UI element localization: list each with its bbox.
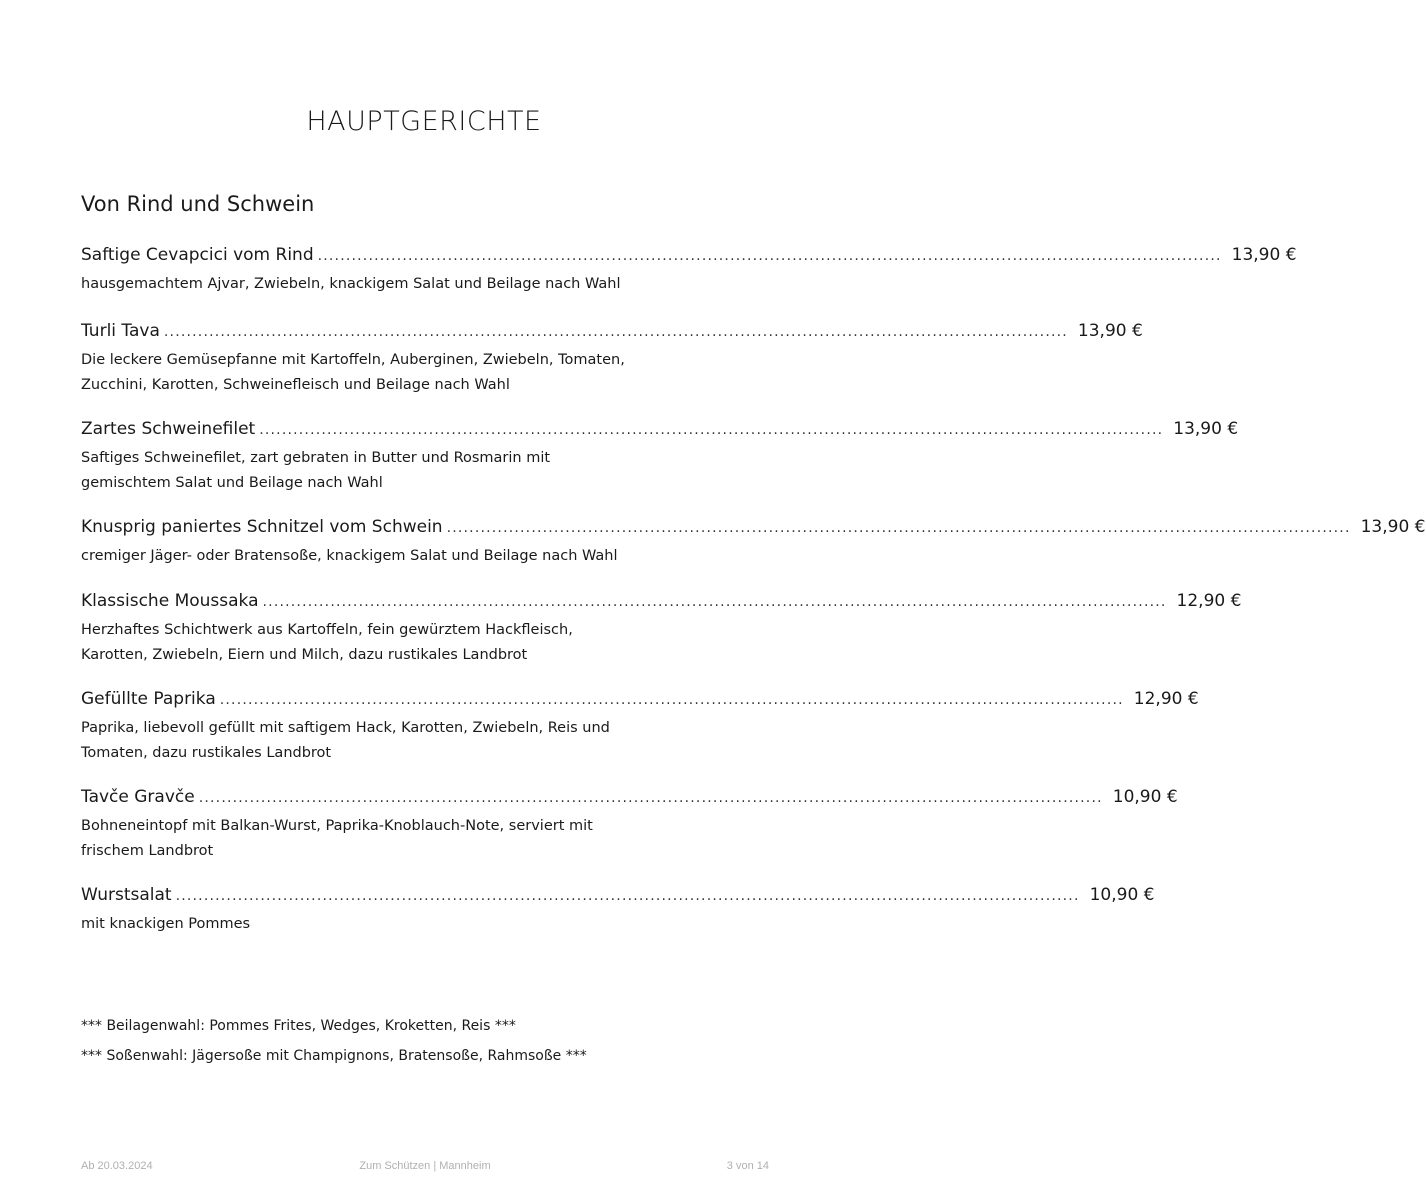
menu-item <box>81 419 1239 496</box>
menu-item-price: 10,90 € <box>1089 885 1155 905</box>
menu-item-name: Knusprig paniertes Schnitzel vom Schwein <box>81 517 443 537</box>
footer-page-number: 3 von 14 <box>726 1160 769 1172</box>
notes <box>81 1011 761 1071</box>
leader-dots: ................................................................................................................................................................ <box>198 790 1103 806</box>
menu-item-name: Wurstsalat <box>81 885 172 905</box>
leader-dots: ................................................................................................................................................................ <box>317 248 1222 264</box>
leader-dots: ................................................................................................................................................................ <box>219 692 1124 708</box>
menu-item-price: 13,90 € <box>1360 517 1426 537</box>
leader-dots: ................................................................................................................................................................ <box>446 520 1351 536</box>
menu-item-price: 13,90 € <box>1077 321 1143 341</box>
menu-item-price: 10,90 € <box>1112 787 1178 807</box>
footer-restaurant: Zum Schützen | Mannheim <box>359 1160 491 1172</box>
menu-item-description: Saftiges Schweinefilet, zart gebraten in Butter und Rosmarin mit gemischtem Salat und Beilage nach Wahl <box>81 450 551 491</box>
menu-item-description: Die leckere Gemüsepfanne mit Kartoffeln, Auberginen, Zwiebeln, Tomaten, Zucchini, Karotten, Schweinefleisch und Beilage nach Wahl <box>81 352 625 393</box>
leader-dots: ................................................................................................................................................................ <box>259 422 1164 438</box>
menu-item-description: hausgemachtem Ajvar, Zwiebeln, knackigem Salat und Beilage nach Wahl <box>81 276 621 292</box>
menu-item-name: Tavče Gravče <box>81 787 195 807</box>
menu-item-name: Saftige Cevapcici vom Rind <box>81 245 314 265</box>
menu-item-description: Paprika, liebevoll gefüllt mit saftigem Hack, Karotten, Zwiebeln, Reis und Tomaten, dazu rustikales Landbrot <box>81 720 610 761</box>
menu-item-description: mit knackigen Pommes <box>81 916 251 932</box>
menu-item-name: Gefüllte Paprika <box>81 689 216 709</box>
menu-item <box>81 321 1143 398</box>
menu-item-header <box>81 885 1155 911</box>
menu-item <box>81 885 1155 937</box>
sides-note: *** Beilagenwahl: Pommes Frites, Wedges, Kroketten, Reis *** <box>81 1018 516 1034</box>
menu-item-header <box>81 517 1426 543</box>
menu-item <box>81 787 1178 864</box>
menu-item-header <box>81 787 1178 813</box>
section-title: Von Rind und Schwein <box>81 192 315 216</box>
sauces-note: *** Soßenwahl: Jägersoße mit Champignons, Bratensoße, Rahmsoße *** <box>81 1048 587 1064</box>
menu-item <box>81 689 1199 766</box>
menu-item-header <box>81 321 1143 347</box>
leader-dots: ................................................................................................................................................................ <box>175 888 1080 904</box>
menu-item-description: Bohneneintopf mit Balkan-Wurst, Paprika-Knoblauch-Note, serviert mit frischem Landbrot <box>81 818 593 859</box>
menu-item-name: Zartes Schweinefilet <box>81 419 256 439</box>
menu-item <box>81 245 1297 297</box>
footer-date: Ab 20.03.2024 <box>81 1160 153 1172</box>
menu-item-name: Klassische Moussaka <box>81 591 259 611</box>
menu-item-price: 12,90 € <box>1176 591 1242 611</box>
menu-item-header <box>81 419 1239 445</box>
menu-item-header <box>81 245 1297 271</box>
menu-item-header <box>81 591 1242 617</box>
menu-item-price: 13,90 € <box>1173 419 1239 439</box>
menu-item-header <box>81 689 1199 715</box>
menu-item-name: Turli Tava <box>81 321 160 341</box>
page-title: HAUPTGERICHTE <box>306 106 542 137</box>
menu-item-description: Herzhaftes Schichtwerk aus Kartoffeln, fein gewürztem Hackfleisch, Karotten, Zwiebeln, Eiern und Milch, dazu rustikales Landbrot <box>81 622 573 663</box>
menu-item-description: cremiger Jäger- oder Bratensoße, knackigem Salat und Beilage nach Wahl <box>81 548 618 564</box>
leader-dots: ................................................................................................................................................................ <box>262 594 1167 610</box>
menu-item-price: 12,90 € <box>1133 689 1199 709</box>
menu-item <box>81 517 1426 569</box>
leader-dots: ................................................................................................................................................................ <box>163 324 1068 340</box>
menu-item <box>81 591 1242 668</box>
menu-item-price: 13,90 € <box>1231 245 1297 265</box>
